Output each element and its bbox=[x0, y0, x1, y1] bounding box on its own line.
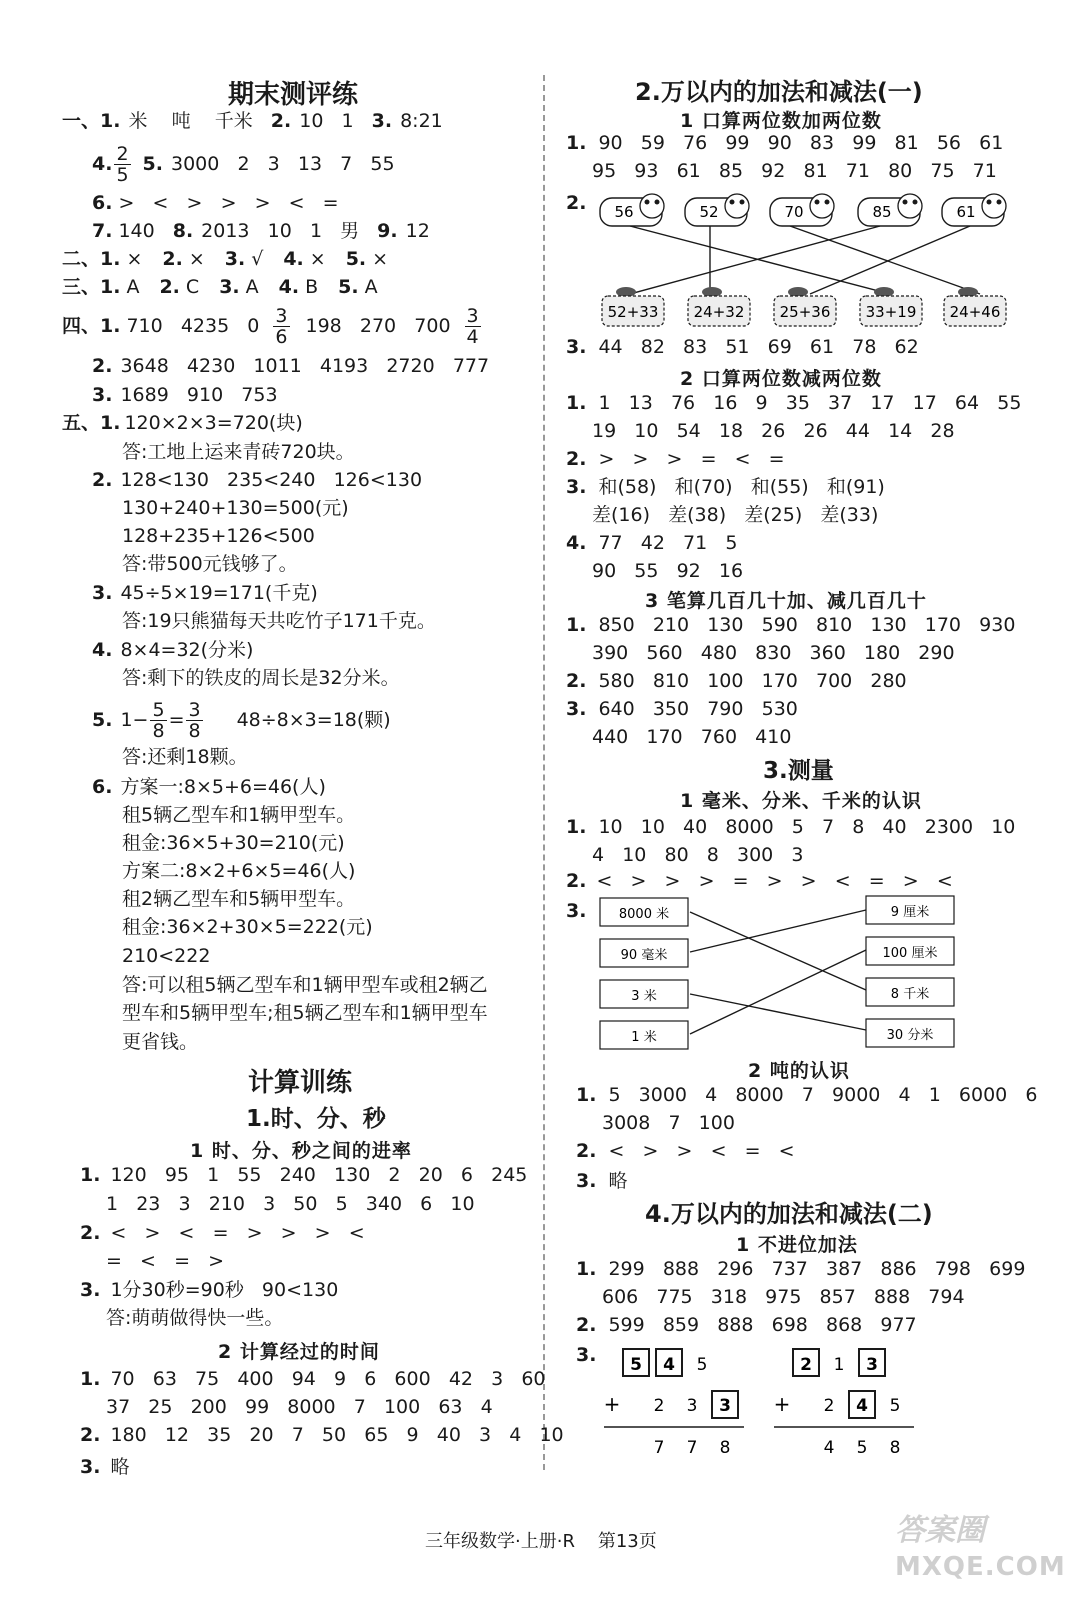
digit: 3 bbox=[866, 1355, 878, 1375]
answer-line: 4. 77 42 71 5 bbox=[566, 532, 738, 554]
answer-line: 2. 3648 4230 1011 4193 2720 777 bbox=[92, 355, 490, 377]
unit-box-label: 30 分米 bbox=[886, 1028, 934, 1043]
unit-box-label: 8 千米 bbox=[890, 987, 930, 1002]
answer-line: 答:19只熊猫每天共吃竹子171千克。 bbox=[122, 610, 436, 632]
answer-line: 3. 1689 910 753 bbox=[92, 384, 278, 406]
subsection-title: 1 毫米、分米、千米的认识 bbox=[680, 790, 922, 812]
mouse-card-value: 33+19 bbox=[865, 303, 917, 321]
answer-line: 三、1. A 2. C 3. A 4. B 5. A bbox=[62, 276, 378, 298]
answer-line: 6. > < > > > < = bbox=[92, 192, 339, 214]
answer-line: 4 10 80 8 300 3 bbox=[592, 844, 804, 866]
answer-line: 1. 5 3000 4 8000 7 9000 4 1 6000 6 bbox=[576, 1084, 1038, 1106]
match-line bbox=[810, 226, 970, 294]
answer-line: 租2辆乙型车和5辆甲型车。 bbox=[122, 888, 356, 910]
answer-line: 1. 1 13 76 16 9 35 37 17 17 64 55 bbox=[566, 392, 1022, 414]
match-line bbox=[690, 994, 866, 1030]
unit-box-label: 8000 米 bbox=[618, 907, 670, 922]
digit: 5 bbox=[696, 1355, 708, 1375]
answer-line: 1. 10 10 40 8000 5 7 8 40 2300 10 bbox=[566, 816, 1016, 838]
unit-box-left bbox=[600, 898, 688, 926]
mouse-card bbox=[860, 287, 922, 326]
answer-line: 3. 45÷5×19=171(千克) bbox=[92, 582, 318, 604]
answer-line: 130+240+130=500(元) bbox=[122, 497, 349, 519]
answer-line: 3. bbox=[576, 1344, 597, 1366]
answer-line: 2. 180 12 35 20 7 50 65 9 40 3 4 10 bbox=[80, 1424, 564, 1446]
frog-eye bbox=[740, 200, 745, 205]
answer-line: 1 23 3 210 3 50 5 340 6 10 bbox=[106, 1193, 475, 1215]
answer-line: 1. 120 95 1 55 240 130 2 20 6 245 bbox=[80, 1164, 528, 1186]
answer-line: 型车和5辆甲型车;租5辆乙型车和1辆甲型车 bbox=[122, 1002, 488, 1024]
answer-line: 3008 7 100 bbox=[602, 1112, 735, 1134]
answer-line: 2. < > < = > > > < bbox=[80, 1222, 365, 1244]
match-line bbox=[690, 950, 866, 1034]
digit: 1 bbox=[833, 1355, 845, 1375]
frog-card-value: 85 bbox=[872, 203, 892, 221]
digit: 8 bbox=[889, 1438, 901, 1458]
match-line bbox=[690, 910, 866, 952]
unit-box-label: 100 厘米 bbox=[882, 946, 938, 961]
subsection-title: 2 吨的认识 bbox=[748, 1060, 850, 1082]
unit-box-label: 90 毫米 bbox=[620, 948, 668, 963]
answer-line: 210<222 bbox=[122, 945, 211, 967]
answer-line: 答:工地上运来青砖720块。 bbox=[122, 441, 355, 463]
answer-line: 2. < > > < = < bbox=[576, 1140, 795, 1162]
frog-eye bbox=[913, 200, 918, 205]
unit-box-right bbox=[866, 1019, 954, 1047]
answer-line: 1. 90 59 76 99 90 83 99 81 56 61 bbox=[566, 132, 1004, 154]
section-title: 3.测量 bbox=[763, 758, 834, 784]
section-title: 4.万以内的加法和减法(二) bbox=[645, 1200, 933, 1228]
digit: 8 bbox=[719, 1438, 731, 1458]
vertical-sum bbox=[774, 1349, 914, 1458]
answer-line: 2. 128<130 235<240 126<130 bbox=[92, 469, 423, 491]
unit-box-right bbox=[866, 896, 954, 924]
answer-line: 租金:36×5+30=210(元) bbox=[122, 832, 345, 854]
unit-box-label: 9 厘米 bbox=[890, 905, 930, 920]
fraction: $\frac{2}{5}$ bbox=[116, 143, 129, 186]
answer-line: 2. bbox=[566, 192, 587, 214]
subsection-title: 3 笔算几百几十加、减几百几十 bbox=[645, 590, 927, 612]
plus-sign: + bbox=[773, 1392, 791, 1416]
digit: 2 bbox=[653, 1396, 665, 1416]
answer-line: 答:萌萌做得快一些。 bbox=[106, 1307, 284, 1329]
frog-icon bbox=[898, 194, 922, 218]
mouse-card-value: 52+33 bbox=[607, 303, 659, 321]
digit: 4 bbox=[823, 1438, 835, 1458]
match-line bbox=[690, 912, 866, 990]
answer-line: 2. < > > > = > > < = > < bbox=[566, 870, 953, 892]
page-footer: 三年级数学·上册·R 第13页 bbox=[425, 1531, 657, 1552]
subsection-title: 2 口算两位数减两位数 bbox=[680, 368, 882, 390]
digit: 4 bbox=[663, 1355, 675, 1375]
match-line bbox=[790, 226, 980, 294]
unit-box-label: 1 米 bbox=[631, 1030, 657, 1045]
answer-line: 37 25 200 99 8000 7 100 63 4 bbox=[106, 1396, 493, 1418]
section-title: 2.万以内的加法和减法(一) bbox=[635, 78, 923, 106]
answer-line: 1. 70 63 75 400 94 9 6 600 42 3 60 bbox=[80, 1368, 546, 1390]
answer-line: 1. 850 210 130 590 810 130 170 930 bbox=[566, 614, 1016, 636]
answer-line: 6. 方案一:8×5+6=46(人) bbox=[92, 776, 326, 798]
frog-eye bbox=[987, 200, 992, 205]
frog-card bbox=[942, 194, 1006, 226]
digit: 7 bbox=[653, 1438, 665, 1458]
mouse-card-value: 24+46 bbox=[949, 303, 1001, 321]
frog-icon bbox=[810, 194, 834, 218]
mouse-card-value: 24+32 bbox=[693, 303, 745, 321]
answer-line: 90 55 92 16 bbox=[592, 560, 744, 582]
answer-line: 3. 略 bbox=[80, 1456, 130, 1478]
digit: 5 bbox=[630, 1355, 642, 1375]
answer-line: 7. 140 8. 2013 10 1 男 9. 12 bbox=[92, 220, 430, 242]
answer-line: 2. > > > = < = bbox=[566, 448, 785, 470]
unit-box-label: 3 米 bbox=[631, 989, 657, 1004]
unit-box-right bbox=[866, 937, 954, 965]
unit-box-left bbox=[600, 1021, 688, 1049]
subsection-title: 1 时、分、秒之间的进率 bbox=[190, 1140, 412, 1162]
frog-mouse-matching bbox=[590, 186, 1025, 336]
answer-line: 方案二:8×2+6×5=46(人) bbox=[122, 860, 356, 882]
digit: 5 bbox=[889, 1396, 901, 1416]
section-title: 计算训练 bbox=[248, 1068, 353, 1098]
answer-line: 390 560 480 830 360 180 290 bbox=[592, 642, 955, 664]
answer-line: 五、1. 120×2×3=720(块) bbox=[62, 412, 303, 434]
answer-line: 19 10 54 18 26 26 44 14 28 bbox=[592, 420, 955, 442]
answer-line: 3. 和(58) 和(70) 和(55) 和(91) bbox=[566, 476, 885, 498]
answer-line: 二、1. × 2. × 3. √ 4. × 5. × bbox=[62, 248, 389, 270]
frog-card bbox=[858, 194, 922, 226]
answer-line: 答:带500元钱够了。 bbox=[122, 553, 298, 575]
frog-icon bbox=[640, 194, 664, 218]
frog-card-value: 52 bbox=[699, 203, 719, 221]
answer-line: 3. bbox=[566, 900, 587, 922]
subsection-title: 1 口算两位数加两位数 bbox=[680, 110, 882, 132]
answer-line: 答:剩下的铁皮的周长是32分米。 bbox=[122, 667, 400, 689]
section-title: 1.时、分、秒 bbox=[246, 1106, 386, 1132]
frog-card bbox=[600, 194, 664, 226]
unit-box-right bbox=[866, 978, 954, 1006]
mouse-card bbox=[688, 287, 750, 326]
answer-line: 答:可以租5辆乙型车和1辆甲型车或租2辆乙 bbox=[122, 974, 488, 996]
frog-icon bbox=[982, 194, 1006, 218]
mouse-card bbox=[944, 287, 1006, 326]
answer-line: 2. 599 859 888 698 868 977 bbox=[576, 1314, 917, 1336]
frog-card bbox=[685, 194, 749, 226]
answer-line: 440 170 760 410 bbox=[592, 726, 792, 748]
answer-line: 租5辆乙型车和1辆甲型车。 bbox=[122, 804, 356, 826]
column-divider bbox=[543, 75, 545, 1470]
watermark-url: MXQE.COM bbox=[895, 1552, 1066, 1582]
answer-line: 一、1. 米 吨 千米 2. 10 1 3. 8:21 bbox=[62, 110, 443, 132]
frog-eye bbox=[825, 200, 830, 205]
frog-card-value: 61 bbox=[956, 203, 976, 221]
answer-line: 5. 1− $\frac{5}{8}$ = $\frac{3}{8}$ 48÷8×3=18(颗) bbox=[92, 699, 391, 742]
subsection-title: 1 不进位加法 bbox=[736, 1234, 858, 1256]
answer-line: 4. 8×4=32(分米) bbox=[92, 639, 254, 661]
digit: 2 bbox=[800, 1355, 812, 1375]
subsection-title: 2 计算经过的时间 bbox=[218, 1341, 380, 1363]
answer-line: 606 775 318 975 857 888 794 bbox=[602, 1286, 965, 1308]
answer-line: 2. 580 810 100 170 700 280 bbox=[566, 670, 907, 692]
answer-line: 租金:36×2+30×5=222(元) bbox=[122, 916, 373, 938]
frog-card-value: 70 bbox=[784, 203, 804, 221]
plus-sign: + bbox=[603, 1392, 621, 1416]
watermark-logo: 答案圈 bbox=[895, 1513, 985, 1548]
unit-matching bbox=[596, 892, 968, 1052]
frog-eye bbox=[655, 200, 660, 205]
frog-eye bbox=[903, 200, 908, 205]
digit: 3 bbox=[686, 1396, 698, 1416]
answer-line: 3. 44 82 83 51 69 61 78 62 bbox=[566, 336, 919, 358]
frog-icon bbox=[725, 194, 749, 218]
mouse-card-value: 25+36 bbox=[779, 303, 831, 321]
answer-line: 128+235+126<500 bbox=[122, 525, 315, 547]
page-title: 期末测评练 bbox=[228, 80, 359, 110]
digit: 4 bbox=[856, 1396, 868, 1416]
answer-line: 3. 1分30秒=90秒 90<130 bbox=[80, 1279, 339, 1301]
frog-eye bbox=[997, 200, 1002, 205]
answer-line: 差(16) 差(38) 差(25) 差(33) bbox=[592, 504, 879, 526]
answer-line: = < = > bbox=[106, 1250, 225, 1272]
frog-eye bbox=[815, 200, 820, 205]
answer-line: 更省钱。 bbox=[122, 1031, 199, 1053]
frog-eye bbox=[730, 200, 735, 205]
answer-line: 95 93 61 85 92 81 71 80 75 71 bbox=[592, 160, 997, 182]
frog-eye bbox=[645, 200, 650, 205]
vertical-addition bbox=[600, 1345, 920, 1463]
answer-line: 答:还剩18颗。 bbox=[122, 746, 248, 768]
digit: 7 bbox=[686, 1438, 698, 1458]
answer-line: 1. 299 888 296 737 387 886 798 699 bbox=[576, 1258, 1026, 1280]
mouse-card bbox=[602, 287, 664, 326]
answer-line: 四、1. 710 4235 0 $\frac{3}{6}$ 198 270 700 $\frac{3}{4}$ bbox=[62, 305, 479, 348]
answer-line: 3. 640 350 790 530 bbox=[566, 698, 798, 720]
frog-card bbox=[770, 194, 834, 226]
mouse-card bbox=[774, 287, 836, 326]
unit-box-left bbox=[600, 980, 688, 1008]
answer-line: 4. $\frac{2}{5}$ 5. 3000 2 3 13 7 55 bbox=[92, 143, 395, 186]
digit: 5 bbox=[856, 1438, 868, 1458]
digit: 3 bbox=[719, 1396, 731, 1416]
frog-card-value: 56 bbox=[614, 203, 634, 221]
vertical-sum bbox=[604, 1349, 744, 1458]
digit: 2 bbox=[823, 1396, 835, 1416]
unit-box-left bbox=[600, 939, 688, 967]
answer-line: 3. 略 bbox=[576, 1170, 628, 1192]
